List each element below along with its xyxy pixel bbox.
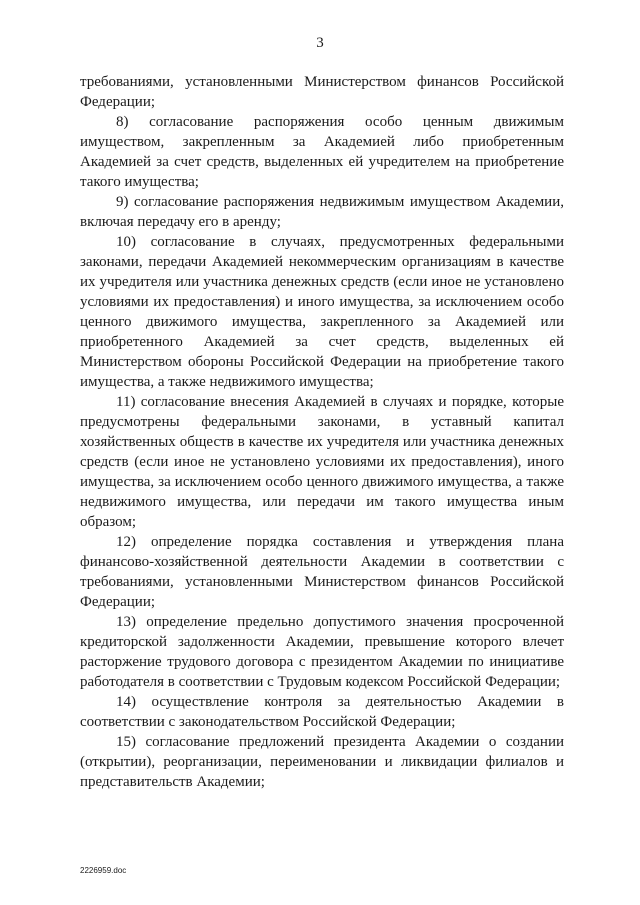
paragraph-item-15: 15) согласование предложений президента Академии о создании (открытии), реорганизации, переименовании и ликвидации филиалов и представительств Академии; xyxy=(80,734,564,790)
paragraph-item-13: 13) определение предельно допустимого значения просроченной кредиторской задолженности Академии, превышение которого влечет расторжение трудового договора с президентом Академии по инициативе работодателя в соответствии с Трудовым кодексом Российской Федерации; xyxy=(80,614,564,690)
paragraph-item-11: 11) согласование внесения Академией в случаях и порядке, которые предусмотрены федеральными законами, в уставный капитал хозяйственных обществ в качестве их учредителя или участника денежных средств (если иное не установлено условиями их предоставления), иного имущества, за исключением особо ценного движимого имущества, а также недвижимого имущества, или передачи им такого имущества иным образом; xyxy=(80,394,564,530)
paragraph-item-10: 10) согласование в случаях, предусмотренных федеральными законами, передачи Академией некоммерческим организациям в качестве их учредителя или участника денежных средств (если иное не установлено условиями их предоставления) и иного имущества, за исключением особо ценного движимого имущества, закрепленного за Академией или приобретенного Академией за счет средств, выделенных ей Министерством обороны Российской Федерации на приобретение такого имущества, а также недвижимого имущества; xyxy=(80,234,564,390)
document-body xyxy=(80,72,564,792)
paragraph-continuation: требованиями, установленными Министерством финансов Российской Федерации; xyxy=(80,74,564,110)
paragraph-item-8: 8) согласование распоряжения особо ценным движимым имуществом, закрепленным за Академией либо приобретенным Академией за счет средств, выделенных ей учредителем на приобретение такого имущества; xyxy=(80,114,564,190)
paragraph-item-9: 9) согласование распоряжения недвижимым имуществом Академии, включая передачу его в аренду; xyxy=(80,194,564,230)
footer-file-code: 2226959.doc xyxy=(80,866,127,875)
paragraph-item-12: 12) определение порядка составления и утверждения плана финансово-хозяйственной деятельности Академии в соответствии с требованиями, установленными Министерством финансов Российской Федерации; xyxy=(80,534,564,610)
page-number: 3 xyxy=(316,35,324,51)
paragraph-item-14: 14) осуществление контроля за деятельностью Академии в соответствии с законодательством Российской Федерации; xyxy=(80,694,564,730)
